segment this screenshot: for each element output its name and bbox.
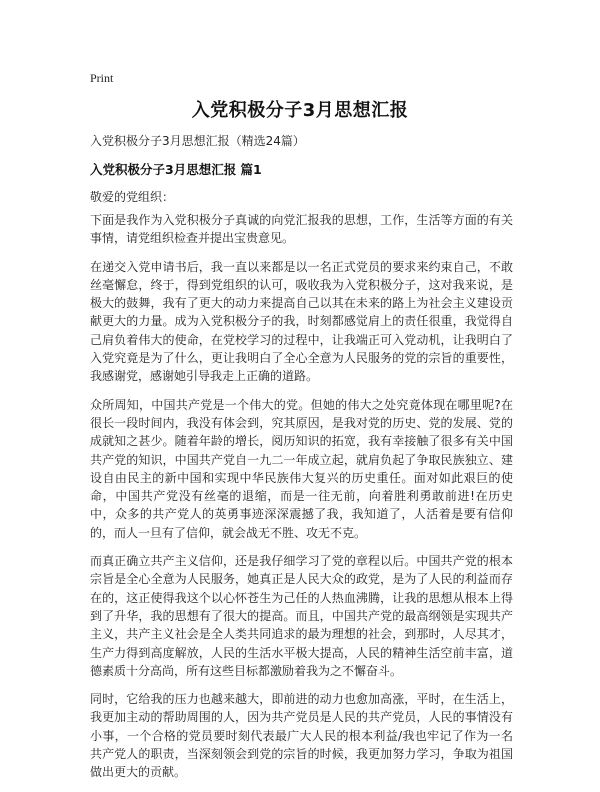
salutation: 敬爱的党组织：: [90, 190, 175, 204]
paragraph-2: 在递交入党申请书后，我一直以来都是以一名正式党员的要求来约束自己，不敢丝毫懈怠，终于，得到党组织的认可，吸收我为入党积极分子，这对我来说，是极大的鼓舞，我有了更大的动力来提高自己以其在未来的路上为社会主义建设贡献更大的力量。成为入党积极分子的我，时刻都感觉肩上的责任很重，我觉得自己肩负着伟大的使命，在党校学习的过程中，让我端正可入党动机，让我明白了入党究竟是为了什么，更让我明白了全心全意为人民服务的党的宗旨的重要性，我感谢党，感谢她引导我走上正确的道路。: [90, 259, 513, 384]
document-subtitle: 入党积极分子3月思想汇报（精选24篇）: [90, 134, 305, 148]
print-label: Print: [90, 71, 114, 85]
paragraph-4: 而真正确立共产主义信仰，还是我仔细学习了党的章程以后。中国共产党的根本宗旨是全心全意为人民服务，她真正是人民大众的政党，是为了人民的利益而存在的，这正使得我这个以心怀苍生为己任的人热血沸腾，让我的思想从根本上得到了升华，我的思想有了很大的提高。而且，中国共产党的最高纲领是实现共产主义，共产主义社会是全人类共同追求的最为理想的社会，到那时，人尽其才，生产力得到高度解放，人民的生活水平极大提高，人民的精神生活空前丰富，道德素质十分高尚，所有这些目标都激励着我为之不懈奋斗。: [90, 554, 513, 678]
body-text: [90, 211, 513, 792]
paragraph-3: 众所周知，中国共产党是一个伟大的党。但她的伟大之处究竟体现在哪里呢?在很长一段时间内，我没有体会到，究其原因，是我对党的历史、党的发展、党的成就知之甚少。随着年龄的增长，阅历知识的拓宽，我有幸接触了很多有关中国共产党的知识，中国共产党自一九二一年成立起，就肩负起了争取民族独立、建设自由民主的新中国和实现中华民族伟大复兴的历史重任。面对如此艰巨的使命，中国共产党没有丝毫的退缩，而是一往无前，向着胜利勇敢前进!在历史中，众多的共产党人的英勇事迹深深震撼了我，我知道了，人活着是要有信仰的，而人一旦有了信仰，就会战无不胜、攻无不克。: [90, 397, 513, 540]
document-title: 入党积极分子3月思想汇报: [191, 100, 409, 121]
paragraph-1: 下面是我作为入党积极分子真诚的向党汇报我的思想，工作，生活等方面的有关事情，请党组织检查并提出宝贵意见。: [90, 213, 513, 246]
paragraph-5: 同时，它给我的压力也越来越大，即前进的动力也愈加高涨，平时，在生活上，我更加主动的帮助周围的人，因为共产党员是人民的共产党员，人民的事情没有小事，一个合格的党员要时刻代表最广大人民的根本利益/我也牢记了作为一名共产党人的职责，当深刻领会到党的宗旨的时候，我更加努力学习，争取为祖国做出更大的贡献。: [90, 692, 513, 780]
section-heading: 入党积极分子3月思想汇报 篇1: [90, 162, 262, 177]
